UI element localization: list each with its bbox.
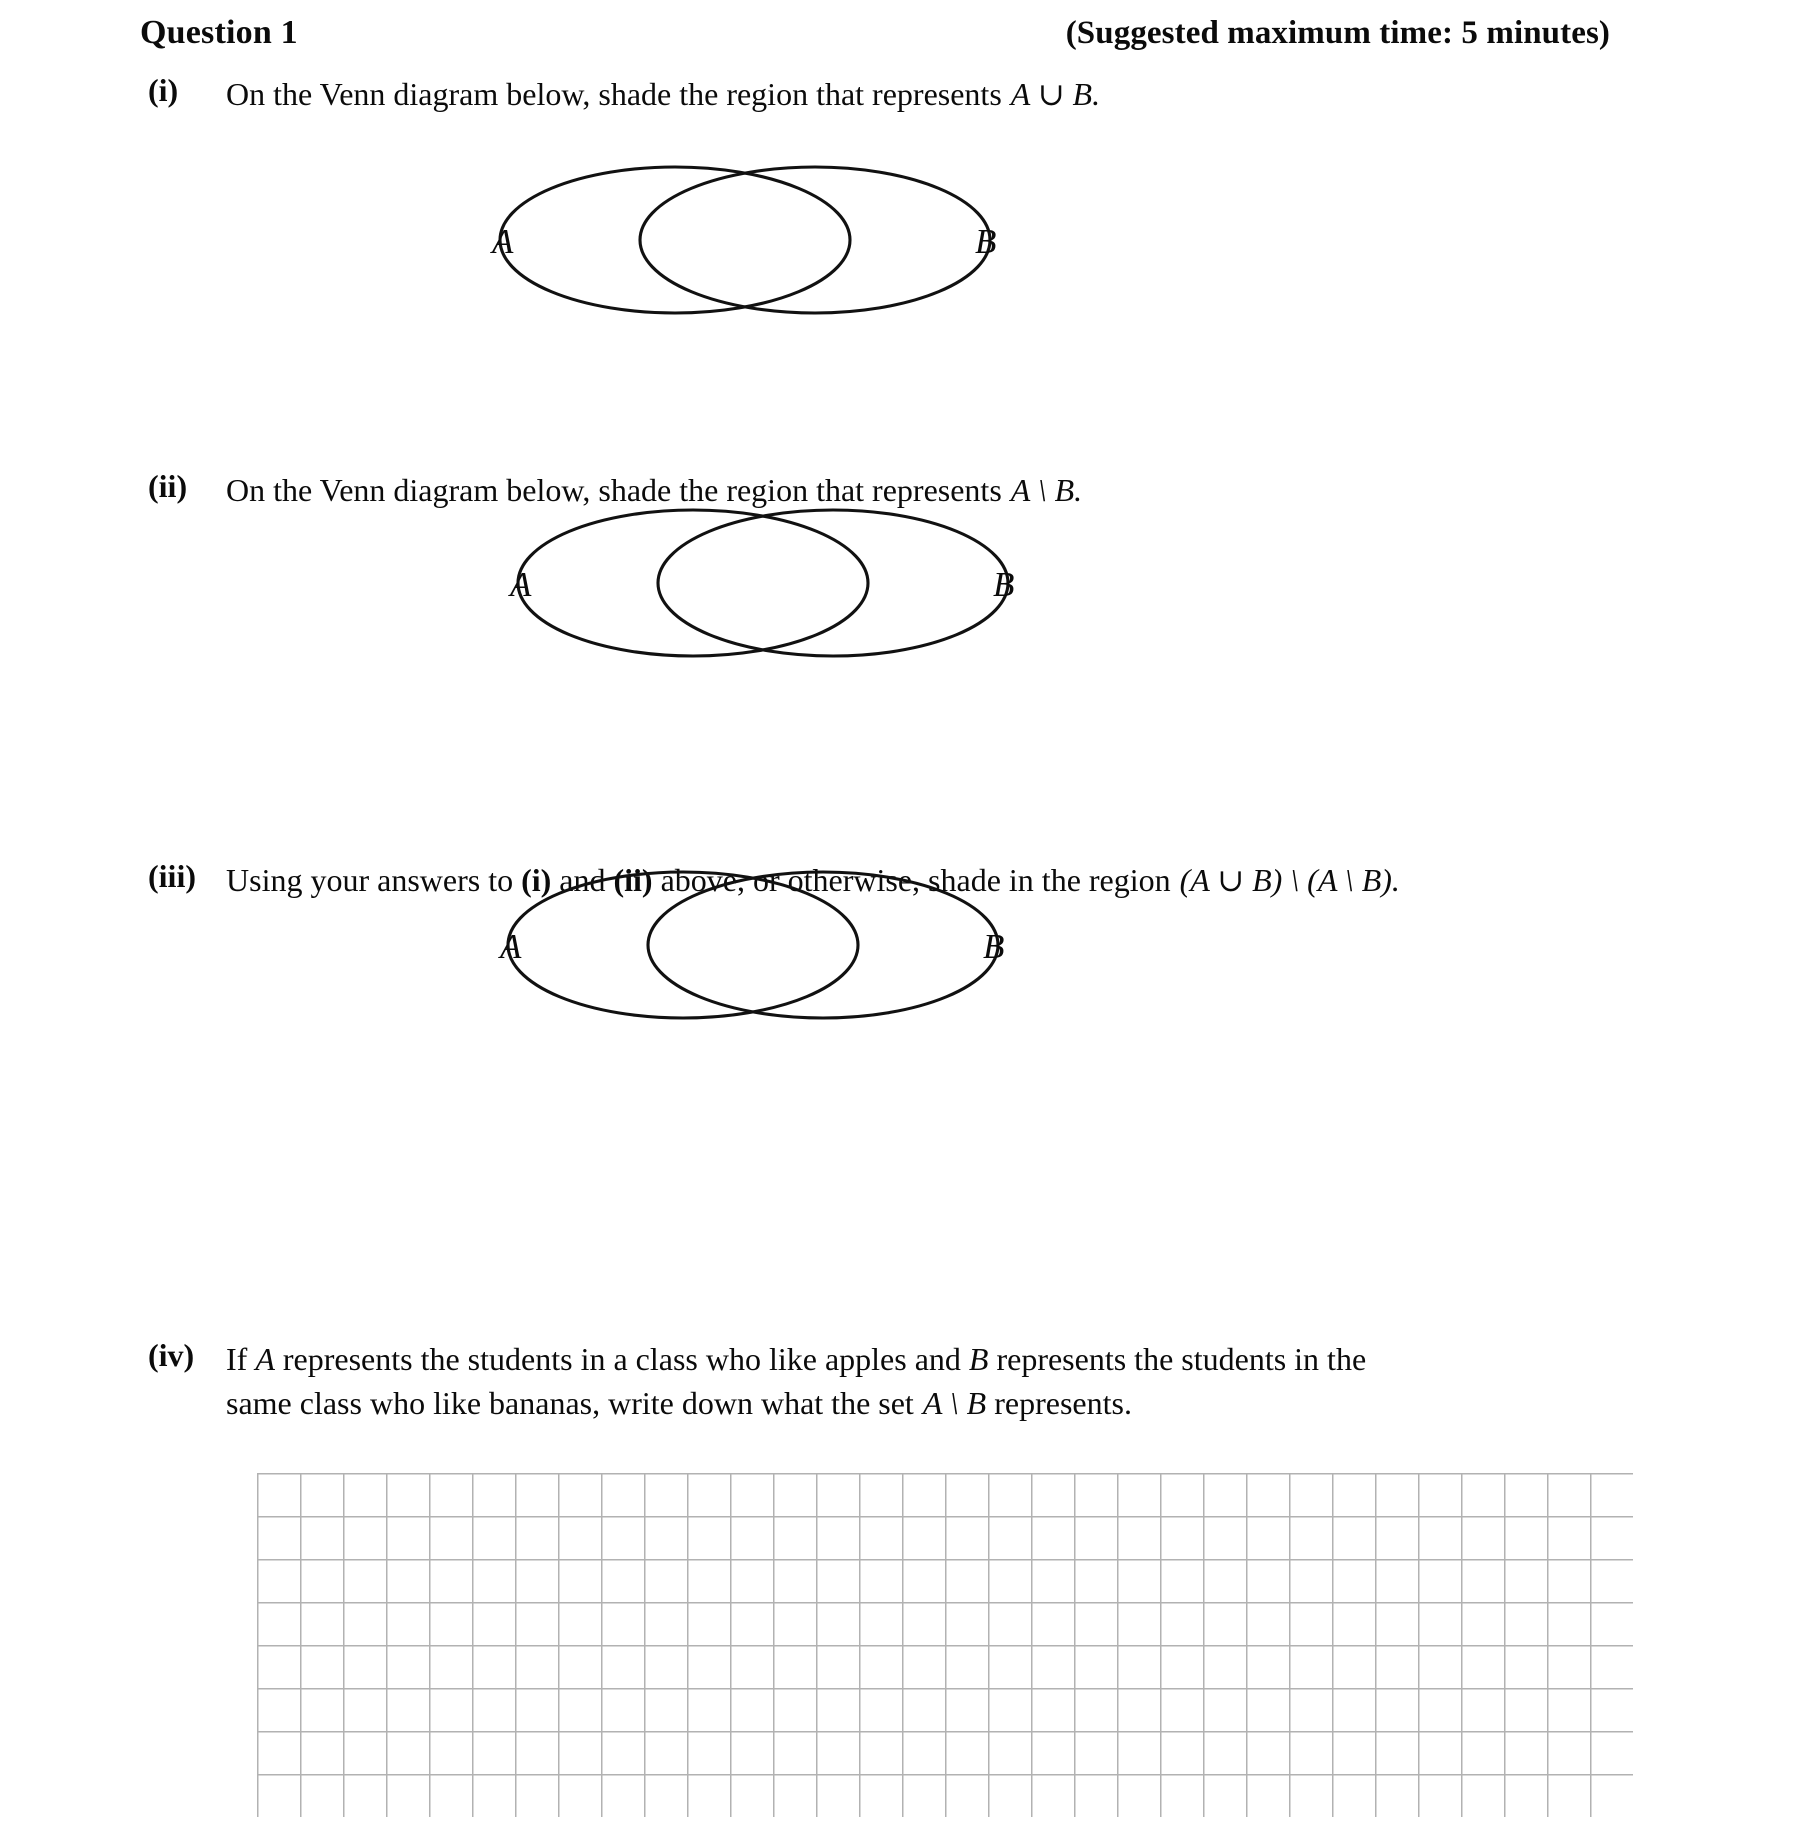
part-text-i [226,72,1100,116]
part-iv-line2-b: represents. [994,1385,1132,1422]
venn-diagram-3-svg[interactable] [478,860,1028,1030]
venn-3-label-b: B [983,927,1005,966]
part-ii-prompt: On the Venn diagram below, shade the region that represents [226,472,1002,508]
venn-2-set-b-ellipse[interactable] [658,510,1008,656]
venn-1-label-a: A [492,222,514,261]
part-text-iv [226,1337,1366,1425]
part-label-iv: (iv) [148,1337,195,1373]
part-label-ii: (ii) [148,468,188,504]
part-iii-math: (A ∪ B) \ (A \ B). [1179,862,1400,898]
venn-diagram-3[interactable] [478,860,1028,1030]
part-iv-set-a: A [255,1341,275,1377]
venn-diagram-2[interactable] [488,498,1038,668]
venn-3-set-b-ellipse[interactable] [648,872,998,1018]
page-title: Question 1 [140,14,298,51]
venn-diagram-1[interactable] [470,155,1020,325]
venn-2-label-b: B [993,565,1015,604]
part-i-math: A ∪ B. [1010,76,1101,112]
part-ii-math: A \ B. [1010,472,1083,508]
venn-3-label-a: A [500,927,522,966]
venn-diagram-1-svg[interactable] [470,155,1020,325]
venn-2-set-a-ellipse[interactable] [518,510,868,656]
question-part-iv [148,1337,1548,1425]
part-iii-ref-ii: (ii) [613,862,653,898]
part-iv-line2 [226,1381,1366,1425]
part-iii-ref-i: (i) [521,862,552,898]
part-iii-prompt-b: and [559,862,606,898]
part-label-iii: (iii) [148,858,196,894]
question-part-i [148,72,1608,116]
venn-2-label-a: A [510,565,532,604]
part-iv-line1-a: If [226,1341,248,1377]
part-iv-line2-a: same class who like bananas, write down what the set [226,1385,914,1422]
part-iv-line1-c: represents the students in the [996,1341,1367,1377]
venn-1-set-b-ellipse[interactable] [640,167,990,313]
question-header [140,14,1610,52]
part-iii-prompt-a: Using your answers to [226,862,514,898]
part-iv-math: A \ B [922,1385,987,1422]
suggested-time-note: (Suggested maximum time: 5 minutes) [1065,15,1610,51]
part-iv-set-b: B [968,1341,989,1377]
venn-diagram-2-svg[interactable] [488,498,1038,668]
part-i-prompt: On the Venn diagram below, shade the region that represents [226,76,1002,112]
venn-3-set-a-ellipse[interactable] [508,872,858,1018]
answer-grid[interactable] [257,1473,1633,1817]
venn-1-label-b: B [975,222,997,261]
part-iii-prompt-c: above, or otherwise, shade in the region [660,862,1171,898]
part-label-i: (i) [148,72,179,108]
venn-1-set-a-ellipse[interactable] [500,167,850,313]
part-iv-line1-b: represents the students in a class who like apples and [282,1341,961,1377]
